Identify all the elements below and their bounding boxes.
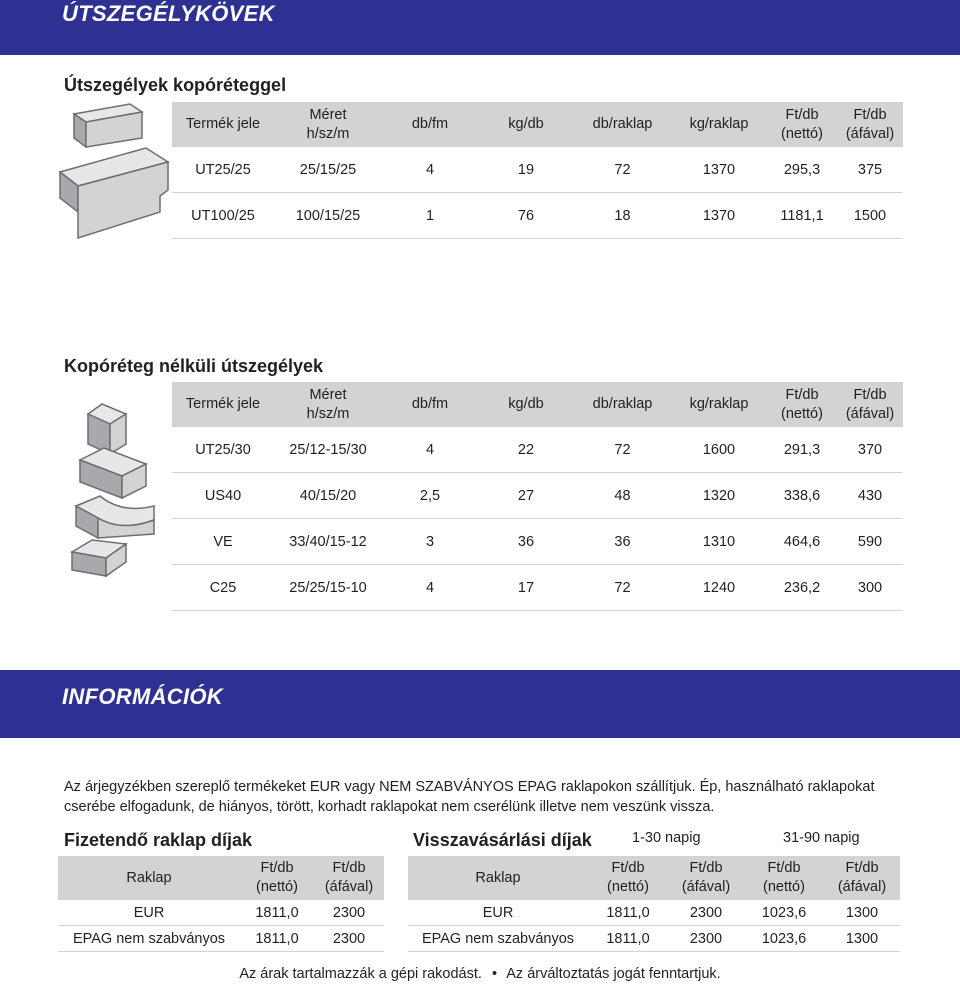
cell: C25 [172, 565, 274, 611]
cell: 1370 [671, 193, 767, 239]
cell: 100/15/25 [274, 193, 382, 239]
cell: 430 [837, 473, 903, 519]
cell: 464,6 [767, 519, 837, 565]
col-header: Termék jele [172, 102, 274, 147]
col-header: Ft/db (nettó) [767, 102, 837, 147]
col-header: Ft/db (áfával) [837, 102, 903, 147]
table-row [58, 900, 384, 926]
cell: 300 [837, 565, 903, 611]
cell: 25/12-15/30 [274, 427, 382, 473]
col-header: db/raklap [574, 102, 671, 147]
info-band [0, 670, 960, 738]
cell: UT25/25 [172, 147, 274, 193]
cell: EPAG nem szabványos [58, 926, 240, 952]
header-band [0, 0, 960, 55]
cell: 1600 [671, 427, 767, 473]
cell: 4 [382, 565, 478, 611]
cell: 1240 [671, 565, 767, 611]
info-text: Az árjegyzékben szereplő termékeket EUR vagy NEM SZABVÁNYOS EPAG raklapokon szállítjuk. Ép, használható raklapokat cserébe elfogadunk, de hiányos, törött, korhadt raklapokat nem cserélünk illetve nem veszünk vissza. [64, 779, 875, 815]
cell: 1023,6 [744, 900, 824, 926]
cell: 4 [382, 147, 478, 193]
table-header-row [408, 856, 900, 900]
cell: 1181,1 [767, 193, 837, 239]
table-header-row [58, 856, 384, 900]
col-header: Ft/db (nettó) [744, 856, 824, 900]
col-header: Ft/db (áfával) [824, 856, 900, 900]
cell: EUR [58, 900, 240, 926]
col-header: db/fm [382, 102, 478, 147]
cell: 33/40/15-12 [274, 519, 382, 565]
section2-table [172, 382, 903, 611]
col-header: Ft/db (nettó) [767, 382, 837, 427]
cell: 17 [478, 565, 574, 611]
curb-stone-illustration [56, 100, 171, 242]
page-title: ÚTSZEGÉLYKÖVEK [62, 1, 275, 26]
cell: 1300 [824, 926, 900, 952]
pallet-fees-title: Fizetendő raklap díjak [64, 830, 253, 850]
cell: 1500 [837, 193, 903, 239]
col-header: Ft/db (nettó) [240, 856, 314, 900]
table-row [58, 926, 384, 952]
cell: 2300 [668, 900, 744, 926]
col-header: kg/raklap [671, 382, 767, 427]
footer-separator: • [491, 966, 498, 982]
cell: 1023,6 [744, 926, 824, 952]
cell: 4 [382, 427, 478, 473]
buyback-fees-table [408, 856, 900, 952]
table-row [172, 473, 903, 519]
col-header: Ft/db (áfával) [837, 382, 903, 427]
info-title: INFORMÁCIÓK [62, 684, 223, 709]
cell: UT25/30 [172, 427, 274, 473]
col-header: Raklap [408, 856, 588, 900]
cell: 18 [574, 193, 671, 239]
col-header: Méret h/sz/m [274, 102, 382, 147]
range-1-30: 1-30 napig [632, 830, 701, 846]
col-header: db/fm [382, 382, 478, 427]
footer-note-2: Az árváltoztatás jogát fenntartjuk. [506, 966, 721, 982]
cell: UT100/25 [172, 193, 274, 239]
pallet-fees-table [58, 856, 384, 952]
cell: 1310 [671, 519, 767, 565]
footer-note [0, 966, 960, 982]
footer-note-1: Az árak tartalmazzák a gépi rakodást. [239, 966, 482, 982]
cell: 72 [574, 565, 671, 611]
cell: 1370 [671, 147, 767, 193]
cell: 36 [574, 519, 671, 565]
cell: 3 [382, 519, 478, 565]
col-header: db/raklap [574, 382, 671, 427]
cell: 2,5 [382, 473, 478, 519]
cell: 72 [574, 427, 671, 473]
cell: 27 [478, 473, 574, 519]
table-row [172, 427, 903, 473]
cell: 291,3 [767, 427, 837, 473]
col-header: kg/raklap [671, 102, 767, 147]
cell: 370 [837, 427, 903, 473]
table-row [408, 926, 900, 952]
cell: 2300 [314, 926, 384, 952]
cell: 25/25/15-10 [274, 565, 382, 611]
cell: 1811,0 [588, 900, 668, 926]
cell: EUR [408, 900, 588, 926]
cell: 590 [837, 519, 903, 565]
table-header-row [172, 382, 903, 427]
cell: 1320 [671, 473, 767, 519]
col-header: Ft/db (áfával) [314, 856, 384, 900]
table-row [172, 147, 903, 193]
cell: 1 [382, 193, 478, 239]
cell: 375 [837, 147, 903, 193]
section2-title: Kopóréteg nélküli útszegélyek [64, 356, 324, 376]
col-header: Raklap [58, 856, 240, 900]
cell: 1300 [824, 900, 900, 926]
col-header: Ft/db (áfával) [668, 856, 744, 900]
cell: 36 [478, 519, 574, 565]
table-row [172, 565, 903, 611]
cell: 25/15/25 [274, 147, 382, 193]
cell: 2300 [668, 926, 744, 952]
table-row [172, 519, 903, 565]
cell: 40/15/20 [274, 473, 382, 519]
col-header: Ft/db (nettó) [588, 856, 668, 900]
range-31-90: 31-90 napig [783, 830, 860, 846]
cell: 338,6 [767, 473, 837, 519]
cell: 76 [478, 193, 574, 239]
cell: 22 [478, 427, 574, 473]
table-header-row [172, 102, 903, 147]
cell: 295,3 [767, 147, 837, 193]
cell: 1811,0 [588, 926, 668, 952]
table-row [172, 193, 903, 239]
curb-stones-illustration [70, 402, 170, 580]
col-header: Méret h/sz/m [274, 382, 382, 427]
cell: EPAG nem szabványos [408, 926, 588, 952]
cell: 19 [478, 147, 574, 193]
cell: 72 [574, 147, 671, 193]
table-row [408, 900, 900, 926]
cell: 2300 [314, 900, 384, 926]
cell: 1811,0 [240, 900, 314, 926]
col-header: kg/db [478, 102, 574, 147]
cell: VE [172, 519, 274, 565]
section1-table [172, 102, 903, 239]
section1-title: Útszegélyek kopóréteggel [64, 75, 287, 95]
cell: 48 [574, 473, 671, 519]
cell: 236,2 [767, 565, 837, 611]
col-header: kg/db [478, 382, 574, 427]
buyback-fees-title: Visszavásárlási díjak [413, 830, 592, 850]
cell: US40 [172, 473, 274, 519]
cell: 1811,0 [240, 926, 314, 952]
col-header: Termék jele [172, 382, 274, 427]
